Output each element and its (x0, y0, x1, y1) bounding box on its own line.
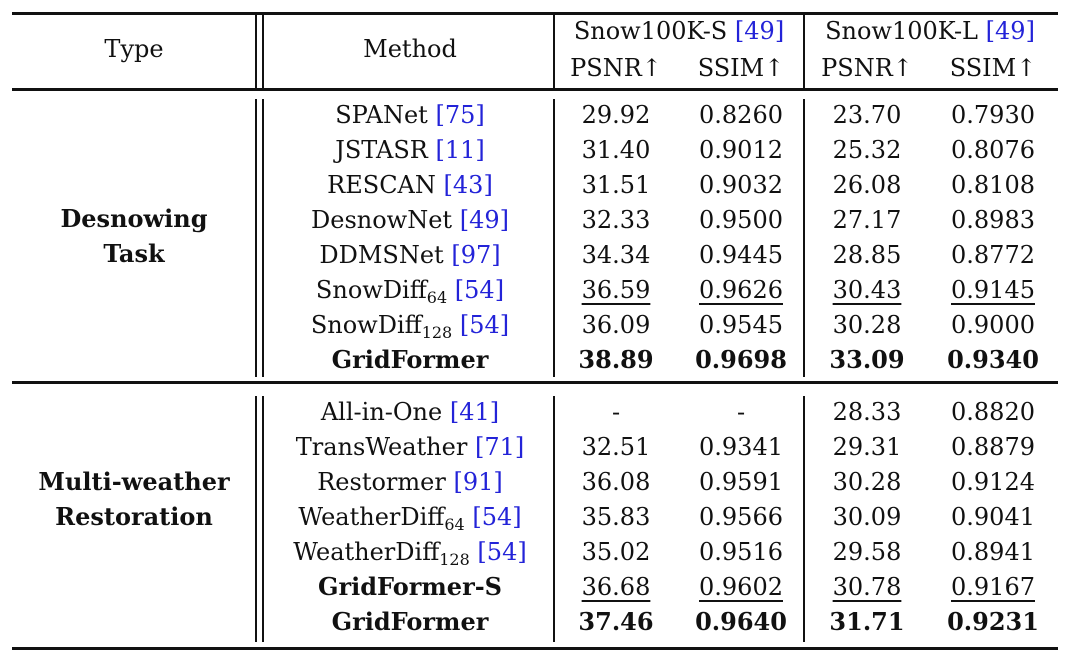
method-cell (311, 206, 509, 234)
value-cell: 29.92 (581, 101, 651, 129)
dataset-divider (803, 14, 805, 88)
citation-link[interactable]: [43] (443, 171, 493, 199)
value-cell: 0.9124 (951, 468, 1035, 496)
value-cell: 35.83 (581, 503, 651, 531)
method-subscript: 128 (439, 550, 470, 569)
value-cell: 27.17 (832, 206, 902, 234)
citation-link[interactable]: [54] (459, 311, 510, 339)
value-cell: 23.70 (832, 101, 902, 129)
method-name: WeatherDiff (298, 503, 445, 531)
value-cell: 0.9340 (947, 345, 1039, 374)
value-cell: 36.68 (581, 573, 651, 601)
value-cell: 0.9032 (699, 171, 783, 199)
value-cell: 31.51 (581, 171, 651, 199)
value-cell: 0.9640 (695, 607, 787, 636)
value-cell: 25.32 (832, 136, 902, 164)
value-cell: 26.08 (832, 171, 902, 199)
method-cell (298, 503, 522, 534)
method-divider (553, 396, 555, 642)
method-cell (296, 433, 525, 461)
citation-link[interactable]: [54] (477, 538, 527, 566)
value-cell: 0.9012 (699, 136, 783, 164)
value-cell: 0.8820 (951, 398, 1035, 426)
method-cell (332, 608, 489, 636)
value-cell: - (736, 398, 746, 426)
method-cell (321, 398, 499, 426)
method-name: DesnowNet (311, 206, 453, 234)
value-cell: 38.89 (578, 345, 654, 374)
method-name: SPANet (335, 101, 428, 129)
value-cell: 0.9445 (699, 241, 783, 269)
value-cell: - (611, 398, 621, 426)
method-subscript: 64 (444, 515, 465, 534)
dataset-ref[interactable]: [49] (985, 17, 1035, 45)
value-cell: 0.8772 (951, 241, 1035, 269)
dataset-divider (803, 99, 805, 377)
method-name: DDMSNet (319, 241, 444, 269)
method-name: SnowDiff (310, 311, 422, 339)
value-cell: 0.9231 (947, 607, 1039, 636)
citation-link[interactable]: [54] (472, 503, 522, 531)
value-cell: 36.08 (581, 468, 651, 496)
value-cell: 0.8983 (951, 206, 1035, 234)
top-rule (12, 12, 1058, 15)
header-metric: SSIM↑ (697, 54, 785, 82)
value-cell: 0.7930 (951, 101, 1035, 129)
method-divider (553, 99, 555, 377)
value-cell: 36.09 (581, 311, 651, 339)
value-cell: 0.9000 (951, 311, 1035, 339)
method-cell (310, 311, 510, 342)
method-cell (318, 573, 502, 601)
dataset-divider (803, 396, 805, 642)
method-cell (317, 468, 503, 496)
value-cell: 0.8879 (951, 433, 1035, 461)
method-cell (327, 171, 493, 199)
group-type-label: Restoration (55, 502, 213, 531)
method-name: All-in-One (320, 398, 443, 426)
type-divider (255, 99, 257, 377)
value-cell: 0.9145 (951, 276, 1035, 304)
header-metric: PSNR↑ (821, 54, 913, 82)
dataset-name: Snow100K-S (573, 17, 728, 45)
type-divider (255, 14, 257, 88)
method-divider (553, 14, 555, 88)
value-cell: 31.40 (581, 136, 651, 164)
value-cell: 0.9698 (695, 345, 787, 374)
value-cell: 0.9566 (699, 503, 783, 531)
value-cell: 35.02 (581, 538, 651, 566)
citation-link[interactable]: [71] (474, 433, 525, 461)
group-type-label: Multi-weather (38, 467, 230, 496)
value-cell: 0.9041 (951, 503, 1035, 531)
value-cell: 0.9545 (699, 311, 783, 339)
value-cell: 0.9167 (951, 573, 1035, 601)
type-divider (262, 14, 264, 88)
dataset-ref[interactable]: [49] (734, 17, 785, 45)
citation-link[interactable]: [41] (449, 398, 500, 426)
citation-link[interactable]: [49] (459, 206, 509, 234)
header-metric: PSNR↑ (570, 54, 662, 82)
value-cell: 0.8941 (951, 538, 1035, 566)
value-cell: 31.71 (829, 607, 905, 636)
value-cell: 30.09 (832, 503, 902, 531)
method-name: TransWeather (295, 433, 468, 461)
header-dataset-s (574, 17, 784, 45)
method-cell (332, 346, 489, 374)
value-cell: 32.33 (581, 206, 651, 234)
value-cell: 29.31 (832, 433, 902, 461)
value-cell: 0.8108 (951, 171, 1035, 199)
citation-link[interactable]: [91] (453, 468, 503, 496)
value-cell: 36.59 (581, 276, 651, 304)
method-name: SnowDiff (315, 276, 427, 304)
value-cell: 37.46 (578, 607, 654, 636)
method-name: GridFormer-S (317, 572, 503, 601)
method-cell (335, 101, 485, 129)
dataset-name: Snow100K-L (825, 17, 978, 45)
value-cell: 30.43 (832, 276, 902, 304)
value-cell: 34.34 (581, 241, 651, 269)
value-cell: 28.85 (832, 241, 902, 269)
group-rule (12, 381, 1058, 384)
group-type-label: Task (103, 239, 165, 268)
method-name: GridFormer (331, 607, 489, 636)
header-rule (12, 88, 1058, 91)
value-cell: 30.28 (832, 468, 902, 496)
method-cell (293, 538, 527, 569)
method-name: JSTASR (335, 136, 428, 164)
method-name: RESCAN (327, 171, 436, 199)
header-dataset-l (825, 17, 1035, 45)
bottom-rule (12, 647, 1058, 650)
value-cell: 0.9500 (699, 206, 783, 234)
method-cell (319, 241, 500, 269)
method-name: WeatherDiff (293, 538, 440, 566)
value-cell: 30.78 (832, 573, 902, 601)
value-cell: 0.9626 (699, 276, 783, 304)
value-cell: 0.9591 (699, 468, 783, 496)
type-divider (262, 396, 264, 642)
method-cell (315, 276, 505, 307)
header-type: Type (104, 35, 164, 63)
method-subscript: 64 (426, 288, 448, 307)
citation-link[interactable]: [75] (435, 101, 485, 129)
citation-link[interactable]: [97] (451, 241, 501, 269)
value-cell: 30.28 (832, 311, 902, 339)
type-divider (255, 396, 257, 642)
method-name: GridFormer (331, 345, 489, 374)
method-name: Restormer (317, 468, 446, 496)
value-cell: 33.09 (829, 345, 905, 374)
method-cell (335, 136, 485, 164)
method-subscript: 128 (421, 323, 453, 342)
value-cell: 0.9341 (699, 433, 783, 461)
value-cell: 32.51 (581, 433, 651, 461)
value-cell: 0.9516 (699, 538, 783, 566)
citation-link[interactable]: [54] (454, 276, 505, 304)
type-divider (262, 99, 264, 377)
group-type-label: Desnowing (60, 204, 208, 233)
citation-link[interactable]: [11] (435, 136, 485, 164)
value-cell: 0.8076 (951, 136, 1035, 164)
header-metric: SSIM↑ (949, 54, 1037, 82)
value-cell: 0.9602 (699, 573, 783, 601)
value-cell: 0.8260 (699, 101, 783, 129)
value-cell: 28.33 (832, 398, 902, 426)
value-cell: 29.58 (832, 538, 902, 566)
header-method: Method (363, 35, 457, 63)
